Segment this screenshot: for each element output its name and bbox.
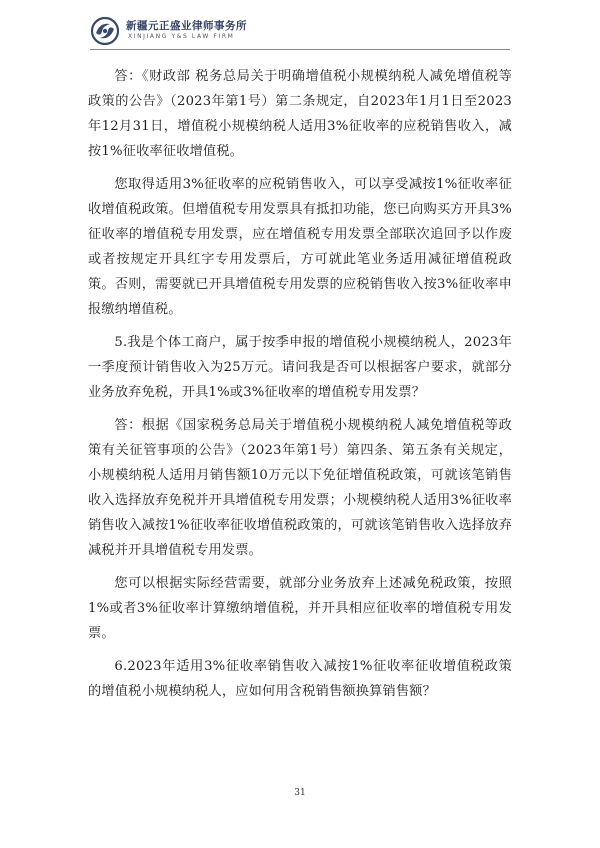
firm-name-cn: 新疆元正盛业律师事务所 xyxy=(126,20,247,32)
page-number: 31 xyxy=(294,788,306,798)
document-body xyxy=(88,64,512,712)
question-5: 5.我是个体工商户，属于按季申报的增值税小规模纳税人，2023年一季度预计销售收入为25万元。请问我是否可以根据客户要求，就部分业务放弃免税，开具1%或3%征收率的增值税专用发票？ xyxy=(88,335,512,400)
firm-name-en: XINJIANG Y&S LAW FIRM xyxy=(128,33,235,40)
answer-paragraph-3: 答：根据《国家税务总局关于增值税小规模纳税人减免增值税等政策有关征管事项的公告》（2023年第1号）第四条、第五条有关规定，小规模纳税人适用月销售额10万元以下免征增值税政策，可就该笔销售收入选择放弃免税并开具增值税专用发票；小规模纳税人适用3%征收率销售收入减按1%征收率征收增值税政策的，可就该笔销售收入选择放弃减税并开具增值税专用发票。 xyxy=(88,418,512,558)
answer-paragraph-2: 您取得适用3%征收率的应税销售收入，可以享受减按1%征收率征收增值税政策。但增值税专用发票具有抵扣功能，您已向购买方开具3%征收率的增值税专用发票，应在增值税专用发票全部联次追回予以作废或者按规定开具红字专用发票后，方可就此笔业务适用减征增值税政策。否则，需要就已开具增值税专用发票的应税销售收入按3%征收率申报缴纳增值税。 xyxy=(88,177,512,317)
firm-logo-icon xyxy=(90,16,120,46)
letterhead xyxy=(90,14,510,50)
header-divider xyxy=(90,49,510,50)
question-6: 6.2023年适用3%征收率销售收入减按1%征收率征收增值税政策的增值税小规模纳税人，应如何用含税销售额换算销售额？ xyxy=(88,659,512,699)
answer-paragraph-4: 您可以根据实际经营需要，就部分业务放弃上述减免税政策，按照1%或者3%征收率计算缴纳增值税，并开具相应征收率的增值税专用发票。 xyxy=(88,576,512,641)
answer-paragraph-1: 答：《财政部 税务总局关于明确增值税小规模纳税人减免增值税等政策的公告》（2023年第1号）第二条规定，自2023年1月1日至2023年12月31日，增值税小规模纳税人适用3%征收率的应税销售收入，减按1%征收率征收增值税。 xyxy=(88,69,512,159)
